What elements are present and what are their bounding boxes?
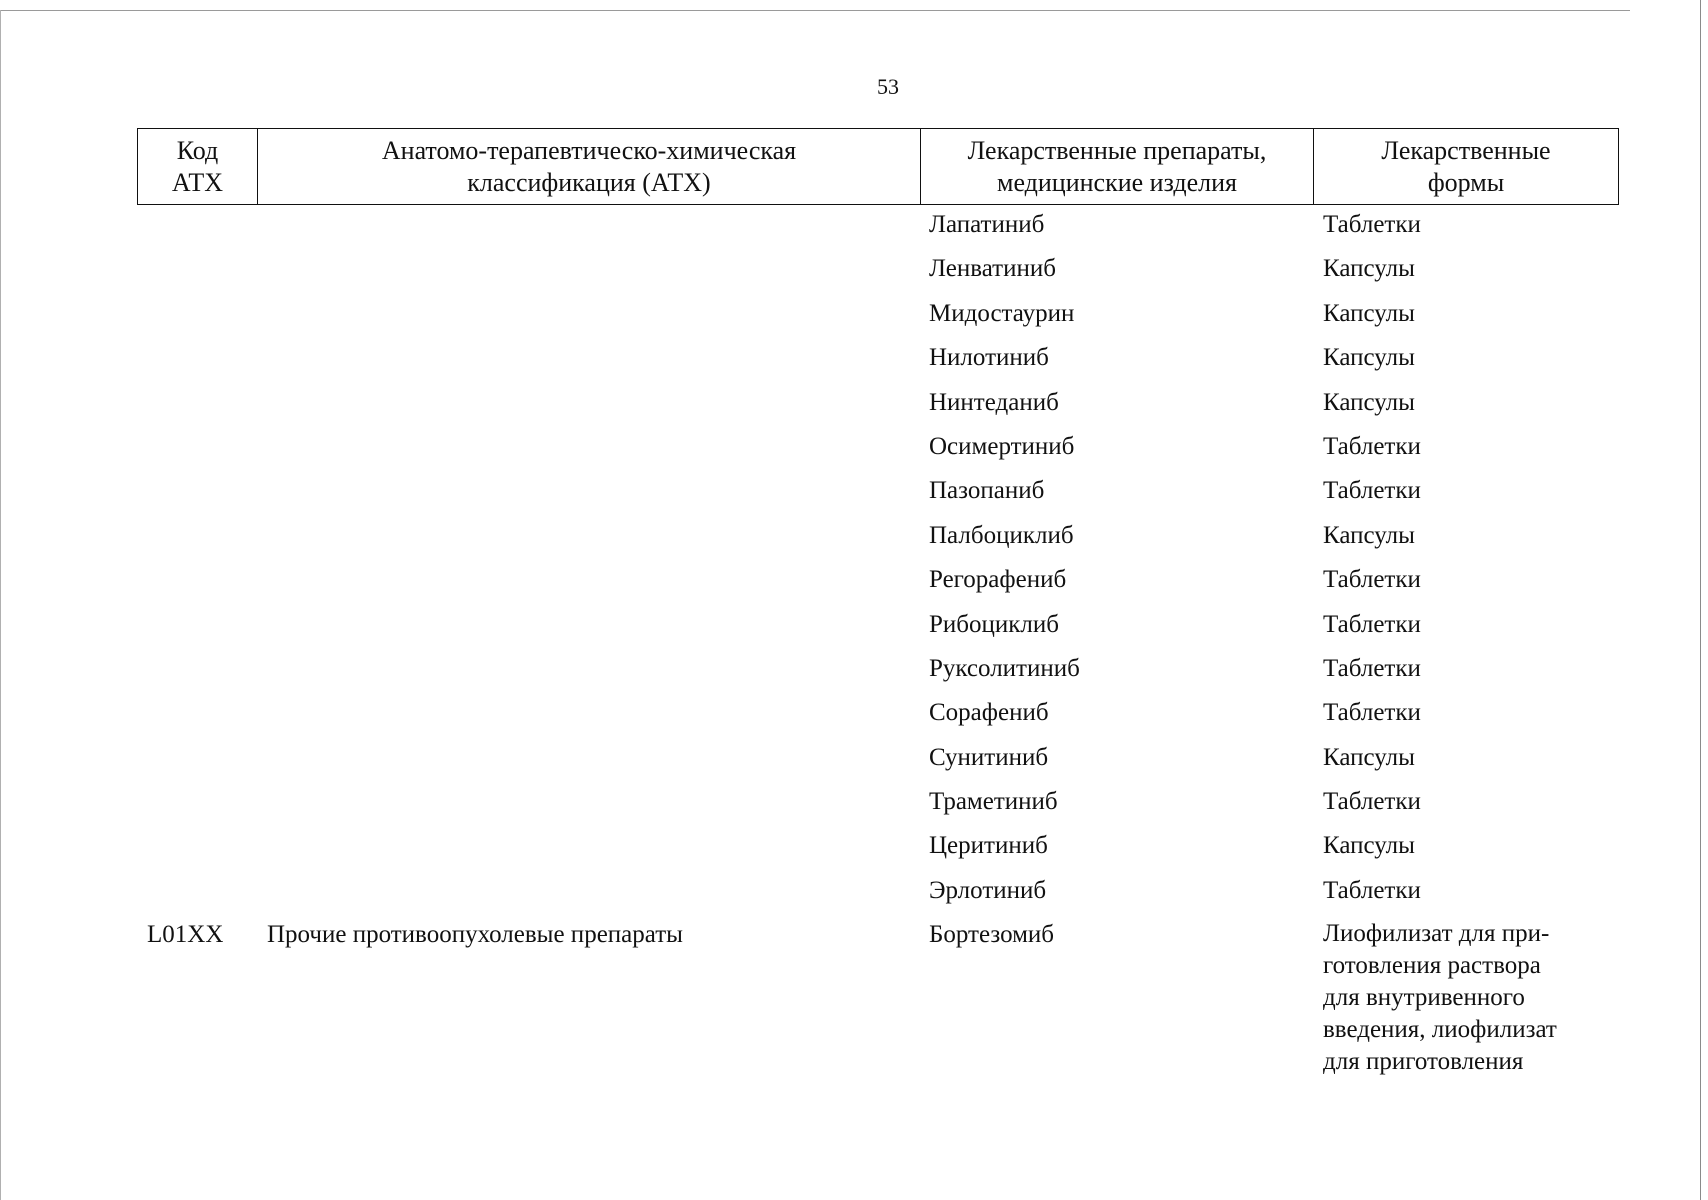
dosage-form: Капсулы bbox=[1323, 388, 1415, 416]
dosage-form: Таблетки bbox=[1323, 566, 1421, 594]
header-drugs-cell bbox=[921, 129, 1314, 205]
drug-name: Пазопаниб bbox=[929, 477, 1045, 505]
header-classification-line2: классификация (АТХ) bbox=[467, 167, 711, 197]
table-row bbox=[0, 829, 1708, 873]
dosage-form: Таблетки bbox=[1323, 432, 1421, 460]
header-row bbox=[138, 129, 1619, 205]
header-code-cell bbox=[138, 129, 258, 205]
drug-name: Сунитиниб bbox=[929, 743, 1049, 771]
dosage-form-line: Лиофилизат для при- bbox=[1323, 920, 1550, 947]
dosage-form: Капсулы bbox=[1323, 832, 1415, 860]
table-row bbox=[0, 785, 1708, 829]
header-forms-cell bbox=[1314, 129, 1619, 205]
table-row bbox=[0, 563, 1708, 607]
drug-name: Палбоциклиб bbox=[929, 521, 1074, 549]
drug-name: Нилотиниб bbox=[929, 344, 1049, 372]
header-drugs-line2: медицинские изделия bbox=[997, 167, 1237, 197]
drug-name: Рибоциклиб bbox=[929, 610, 1059, 638]
drug-name: Ленватиниб bbox=[929, 255, 1056, 283]
drug-name: Сорафениб bbox=[929, 699, 1049, 727]
dosage-form-line: введения, лиофилизат bbox=[1323, 1016, 1557, 1043]
dosage-form: Капсулы bbox=[1323, 521, 1415, 549]
dosage-form-line: готовления раствора bbox=[1323, 952, 1541, 979]
table-row bbox=[0, 608, 1708, 652]
header-forms-line1: Лекарственные bbox=[1381, 135, 1551, 165]
table-row bbox=[0, 652, 1708, 696]
drug-name: Лапатиниб bbox=[929, 211, 1045, 238]
dosage-form-multiline bbox=[1323, 918, 1613, 1078]
dosage-form: Таблетки bbox=[1323, 477, 1421, 505]
table-header bbox=[137, 128, 1619, 205]
drug-name: Церитиниб bbox=[929, 832, 1048, 860]
table-row bbox=[0, 297, 1708, 341]
drug-name: Регорафениб bbox=[929, 566, 1067, 594]
dosage-form: Капсулы bbox=[1323, 344, 1415, 372]
header-drugs-line1: Лекарственные препараты, bbox=[967, 135, 1267, 165]
drug-name: Руксолитиниб bbox=[929, 654, 1080, 682]
dosage-form: Таблетки bbox=[1323, 610, 1421, 638]
header-code-line1: Код bbox=[176, 135, 219, 165]
table-row bbox=[0, 519, 1708, 563]
drug-name: Осимертиниб bbox=[929, 432, 1075, 460]
header-classification-cell bbox=[258, 129, 921, 205]
dosage-form-line: для приготовления bbox=[1323, 1048, 1524, 1075]
dosage-form: Таблетки bbox=[1323, 876, 1421, 904]
table-row bbox=[0, 208, 1708, 252]
dosage-form: Капсулы bbox=[1323, 255, 1415, 283]
table-row bbox=[0, 430, 1708, 474]
header-code-line2: АТХ bbox=[171, 167, 224, 197]
page-border-top bbox=[0, 10, 1630, 11]
dosage-form: Капсулы bbox=[1323, 299, 1415, 327]
table-row bbox=[0, 341, 1708, 385]
table-body bbox=[0, 208, 1708, 918]
dosage-form-line: для внутривенного bbox=[1323, 984, 1525, 1011]
dosage-form: Таблетки bbox=[1323, 654, 1421, 682]
table-row bbox=[0, 386, 1708, 430]
drug-name: Мидостаурин bbox=[929, 299, 1075, 327]
drug-name: Траметиниб bbox=[929, 788, 1058, 816]
drug-name: Эрлотиниб bbox=[929, 876, 1047, 904]
page-number: 53 bbox=[877, 74, 899, 99]
atc-classification: Прочие противоопухолевые препараты bbox=[267, 921, 683, 948]
atc-code: L01XX bbox=[147, 921, 224, 948]
dosage-form: Капсулы bbox=[1323, 743, 1415, 771]
dosage-form: Таблетки bbox=[1323, 788, 1421, 816]
table-row bbox=[0, 474, 1708, 518]
header-forms-line2: формы bbox=[1427, 167, 1505, 197]
table-row bbox=[0, 252, 1708, 296]
table-row bbox=[0, 874, 1708, 918]
drug-name: Нинтеданиб bbox=[929, 388, 1059, 416]
table-row bbox=[0, 741, 1708, 785]
drug-name: Бортезомиб bbox=[929, 921, 1055, 948]
header-classification-line1: Анатомо-терапевтическо-химическая bbox=[381, 135, 797, 165]
dosage-form: Таблетки bbox=[1323, 699, 1421, 727]
dosage-form: Таблетки bbox=[1323, 211, 1421, 238]
table-row bbox=[0, 696, 1708, 740]
